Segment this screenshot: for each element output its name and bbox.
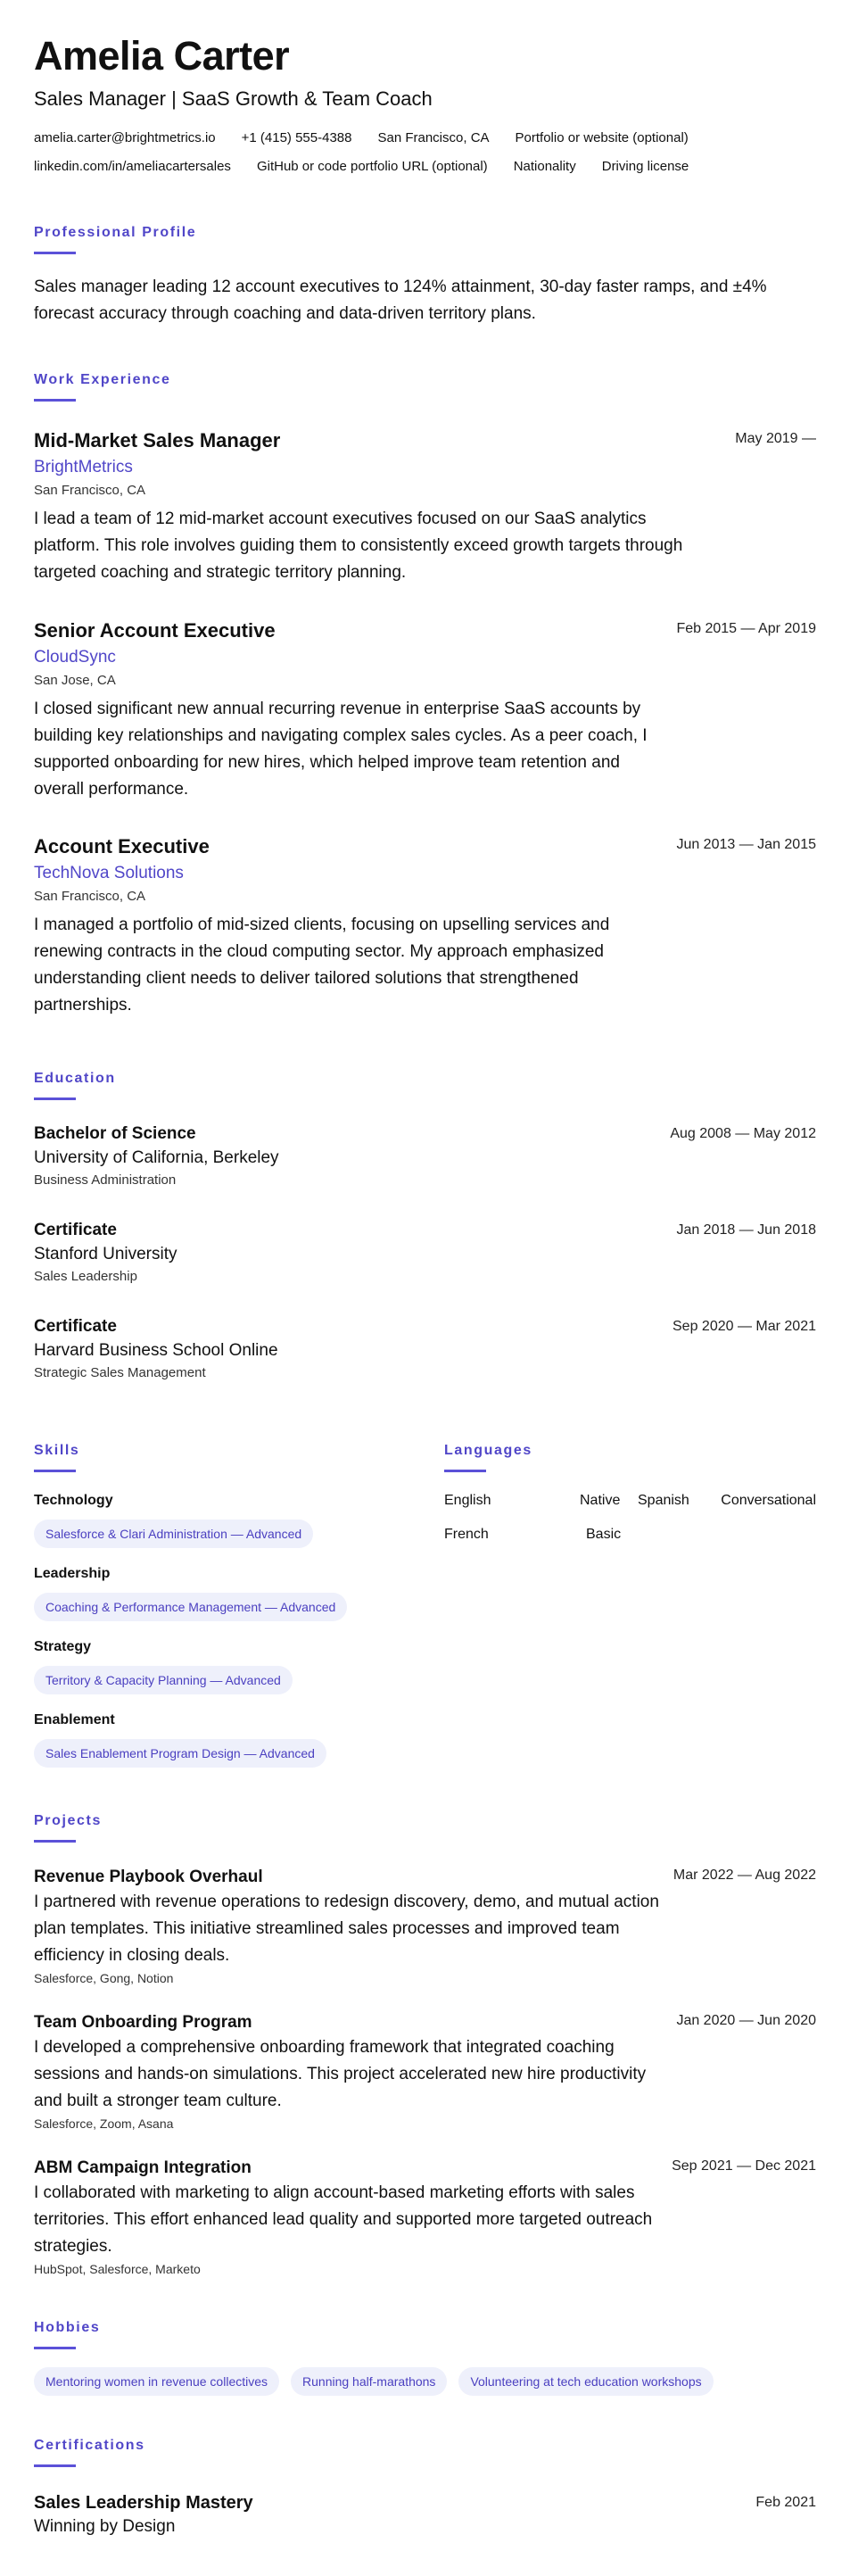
linkedin-link[interactable]: linkedin.com/in/ameliacartersales bbox=[34, 159, 231, 174]
project-dates: Sep 2021 — Dec 2021 bbox=[672, 2158, 816, 2174]
project-tools: Salesforce, Gong, Notion bbox=[34, 1971, 174, 1985]
school-name: University of California, Berkeley bbox=[34, 1148, 279, 1167]
company-name: TechNova Solutions bbox=[34, 864, 184, 882]
skill-group bbox=[34, 1564, 408, 1621]
certification-entry bbox=[34, 2491, 816, 2539]
project-description: I partnered with revenue operations to redesign discovery, demo, and mutual action plan templates. This initiative streamlined sales processes and improved team efficiency in closing deals. bbox=[34, 1893, 659, 1965]
project-entry bbox=[34, 1866, 816, 1987]
certification-date: Feb 2021 bbox=[755, 2495, 816, 2510]
experience-section bbox=[34, 370, 816, 1022]
section-divider bbox=[34, 1097, 76, 1100]
job-title: Senior Account Executive bbox=[34, 619, 276, 642]
skill-group bbox=[34, 1710, 408, 1768]
profile-section bbox=[34, 223, 816, 327]
company-name: CloudSync bbox=[34, 648, 116, 667]
education-dates: Jan 2018 — Jun 2018 bbox=[676, 1222, 816, 1238]
section-divider bbox=[34, 399, 76, 402]
skill-group bbox=[34, 1637, 408, 1694]
school-name: Harvard Business School Online bbox=[34, 1341, 278, 1360]
contact-line-2 bbox=[34, 157, 816, 177]
language-level: Native bbox=[580, 1493, 621, 1508]
skill-chip: Territory & Capacity Planning — Advanced bbox=[34, 1666, 293, 1694]
skill-chip: Sales Enablement Program Design — Advanced bbox=[34, 1739, 326, 1768]
field-of-study: Strategic Sales Management bbox=[34, 1365, 206, 1380]
language-name: English bbox=[444, 1493, 491, 1508]
job-location: San Francisco, CA bbox=[34, 483, 146, 498]
section-title-certifications: Certifications bbox=[34, 2438, 145, 2453]
education-entry bbox=[34, 1122, 816, 1190]
section-title-skills: Skills bbox=[34, 1443, 80, 1458]
skill-category: Enablement bbox=[34, 1712, 115, 1727]
section-divider bbox=[34, 252, 76, 254]
section-title-languages: Languages bbox=[444, 1443, 532, 1458]
nationality: Nationality bbox=[513, 159, 576, 174]
certification-name: Sales Leadership Mastery bbox=[34, 2493, 253, 2513]
skill-group bbox=[34, 1491, 408, 1548]
resume-header bbox=[34, 30, 816, 186]
projects-section bbox=[34, 1811, 816, 2311]
section-divider bbox=[444, 1470, 486, 1472]
job-description: I lead a team of 12 mid-market account executives focused on our SaaS analytics platform. This role involves guiding them to consistently exceed growth targets through targeted coaching and strategic territory planning. bbox=[34, 509, 683, 582]
hobbies-section bbox=[34, 2318, 816, 2396]
section-title-education: Education bbox=[34, 1071, 116, 1086]
field-of-study: Sales Leadership bbox=[34, 1269, 137, 1284]
project-dates: Jan 2020 — Jun 2020 bbox=[676, 2013, 816, 2028]
project-name: Revenue Playbook Overhaul bbox=[34, 1868, 263, 1886]
hobby-chip: Mentoring women in revenue collectives bbox=[34, 2367, 279, 2396]
experience-entry bbox=[34, 833, 816, 1019]
job-dates: Feb 2015 — Apr 2019 bbox=[676, 621, 816, 636]
education-entry bbox=[34, 1315, 816, 1383]
section-title-experience: Work Experience bbox=[34, 372, 171, 387]
github-link[interactable]: GitHub or code portfolio URL (optional) bbox=[256, 159, 488, 174]
job-dates: Jun 2013 — Jan 2015 bbox=[676, 837, 816, 852]
section-divider bbox=[34, 1470, 76, 1472]
section-divider bbox=[34, 2464, 76, 2467]
portfolio-link[interactable]: Portfolio or website (optional) bbox=[515, 130, 689, 145]
hobby-chip: Running half-marathons bbox=[291, 2367, 447, 2396]
degree-title: Certificate bbox=[34, 1317, 117, 1336]
job-location: San Francisco, CA bbox=[34, 889, 146, 904]
contact-info bbox=[34, 128, 816, 177]
certification-issuer: Winning by Design bbox=[34, 2517, 176, 2536]
project-entry bbox=[34, 2011, 816, 2133]
driving-license: Driving license bbox=[601, 159, 689, 174]
project-description: I developed a comprehensive onboarding framework that integrated coaching sessions and hands-on simulations. This project accelerated new hire productivity and built a stronger team culture. bbox=[34, 2038, 647, 2110]
job-title: Account Executive bbox=[34, 835, 210, 857]
degree-title: Certificate bbox=[34, 1221, 117, 1239]
project-description: I collaborated with marketing to align account-based marketing efforts with sales territories. This effort enhanced lead quality and supported more targeted outreach strategies. bbox=[34, 2183, 653, 2256]
language-name: Spanish bbox=[638, 1493, 689, 1508]
job-description: I closed significant new annual recurring revenue in enterprise SaaS accounts by building key relationships and navigating complex sales cycles. As a peer coach, I supported onboarding for new hires, which helped improve team retention and overall performance. bbox=[34, 700, 648, 799]
candidate-headline: Sales Manager | SaaS Growth & Team Coach bbox=[34, 87, 433, 110]
contact-line-1 bbox=[34, 128, 816, 148]
project-dates: Mar 2022 — Aug 2022 bbox=[673, 1868, 816, 1883]
section-title-projects: Projects bbox=[34, 1813, 102, 1828]
project-tools: HubSpot, Salesforce, Marketo bbox=[34, 2262, 201, 2276]
section-title-hobbies: Hobbies bbox=[34, 2320, 101, 2335]
section-divider bbox=[34, 2347, 76, 2349]
section-divider bbox=[34, 1840, 76, 1843]
experience-entry bbox=[34, 427, 816, 586]
hobby-list bbox=[34, 2358, 816, 2396]
language-name: French bbox=[444, 1527, 489, 1542]
project-name: ABM Campaign Integration bbox=[34, 2158, 252, 2177]
job-description: I managed a portfolio of mid-sized clients, focusing on upselling services and renewing contracts in the cloud computing sector. My approach emphasized understanding client needs to deliver tailored solutions that strengthened partnerships. bbox=[34, 915, 610, 1015]
education-section bbox=[34, 1069, 816, 1408]
field-of-study: Business Administration bbox=[34, 1172, 177, 1188]
candidate-name: Amelia Carter bbox=[34, 33, 290, 79]
skill-category: Leadership bbox=[34, 1566, 111, 1581]
section-title-profile: Professional Profile bbox=[34, 225, 197, 240]
job-dates: May 2019 — bbox=[735, 431, 816, 446]
location: San Francisco, CA bbox=[377, 130, 490, 145]
profile-summary: Sales manager leading 12 account executives to 124% attainment, 30-day faster ramps, and ±4% forecast accuracy through coaching and data-driven territory plans. bbox=[34, 277, 767, 323]
language-level: Conversational bbox=[721, 1493, 816, 1508]
education-entry bbox=[34, 1219, 816, 1287]
skills-section bbox=[34, 1441, 426, 1780]
project-name: Team Onboarding Program bbox=[34, 2013, 252, 2032]
certifications-section bbox=[34, 2436, 816, 2570]
language-level: Basic bbox=[586, 1527, 622, 1542]
languages-section bbox=[444, 1441, 816, 1548]
degree-title: Bachelor of Science bbox=[34, 1124, 196, 1143]
email-link[interactable]: amelia.carter@brightmetrics.io bbox=[34, 130, 216, 145]
experience-entry bbox=[34, 617, 816, 803]
hobby-chip: Volunteering at tech education workshops bbox=[458, 2367, 713, 2396]
project-tools: Salesforce, Zoom, Asana bbox=[34, 2116, 174, 2131]
skill-category: Strategy bbox=[34, 1639, 92, 1654]
skill-category: Technology bbox=[34, 1493, 113, 1508]
school-name: Stanford University bbox=[34, 1245, 177, 1263]
company-name: BrightMetrics bbox=[34, 458, 133, 476]
education-dates: Aug 2008 — May 2012 bbox=[670, 1126, 816, 1141]
skill-chip: Coaching & Performance Management — Advanced bbox=[34, 1593, 347, 1621]
job-location: San Jose, CA bbox=[34, 673, 116, 688]
phone-number[interactable]: +1 (415) 555-4388 bbox=[241, 130, 352, 145]
job-title: Mid-Market Sales Manager bbox=[34, 429, 281, 451]
education-dates: Sep 2020 — Mar 2021 bbox=[673, 1319, 816, 1334]
skill-chip: Salesforce & Clari Administration — Advanced bbox=[34, 1520, 313, 1548]
project-entry bbox=[34, 2157, 816, 2278]
